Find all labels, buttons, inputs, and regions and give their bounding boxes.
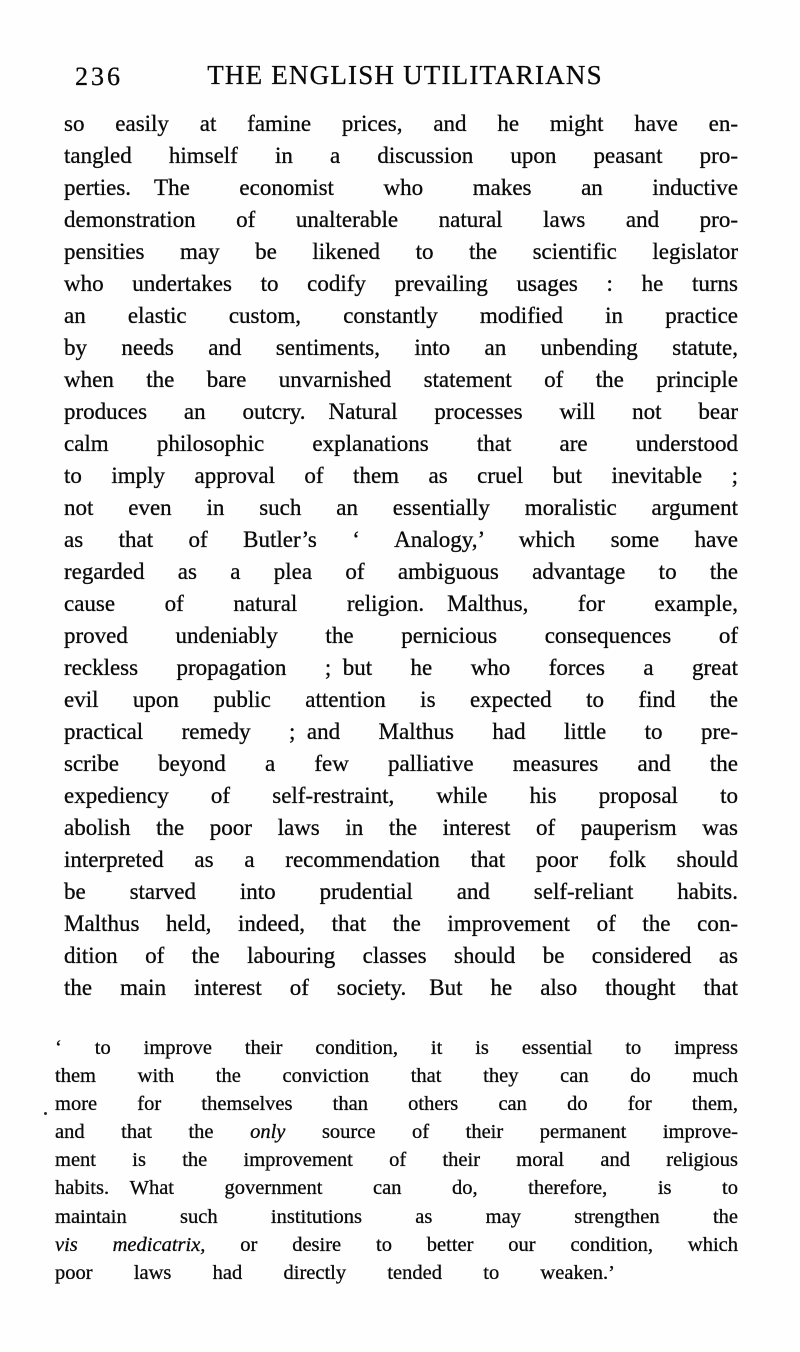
text-segment: poor laws had directly tended to weaken.’ [55, 1261, 615, 1284]
body-paragraph [64, 108, 738, 1004]
text-segment: habits. What government can do, therefore, is to [55, 1177, 738, 1200]
text-segment: and that the [55, 1121, 251, 1144]
body-line: abolish the poor laws in the interest of pauperism was [64, 815, 738, 840]
body-line: who undertakes to codify prevailing usages : he turns [64, 271, 738, 296]
body-line: reckless propagation ; but he who forces a great [64, 655, 738, 680]
quote-line [55, 1259, 615, 1287]
quote-line [55, 1062, 738, 1090]
body-line: tangled himself in a discussion upon peasant pro- [64, 143, 738, 168]
text-segment: or desire to better our condition, which [205, 1233, 738, 1256]
body-line: pensities may be likened to the scientific legislator [64, 239, 738, 264]
body-line: an elastic custom, constantly modified in practice [64, 303, 738, 328]
body-line: Malthus held, indeed, that the improvement of the con- [64, 911, 738, 936]
body-line: perties. The economist who makes an inductive [64, 175, 738, 200]
block-quote [55, 1034, 738, 1287]
body-line: dition of the labouring classes should be considered as [64, 943, 738, 968]
body-line: be starved into prudential and self-reliant habits. [64, 879, 738, 904]
body-line: to imply approval of them as cruel but inevitable ; [64, 463, 738, 488]
body-line: so easily at famine prices, and he might have en- [64, 111, 738, 136]
body-line: demonstration of unalterable natural laws and pro- [64, 207, 738, 232]
text-segment: more for themselves than others can do for them, [55, 1093, 738, 1116]
body-line: evil upon public attention is expected to find the [64, 687, 738, 712]
text-segment: ‘ to improve their condition, it is essential to impress [55, 1037, 738, 1059]
text-segment: source of their permanent improve- [285, 1121, 738, 1144]
quote-line [55, 1034, 738, 1062]
italic-text: vis medicatrix, [55, 1233, 206, 1256]
italic-text: only [250, 1121, 286, 1144]
quote-line [55, 1231, 738, 1259]
body-line: practical remedy ; and Malthus had little to pre- [64, 719, 738, 744]
quote-line [55, 1090, 738, 1118]
text-segment: ment is the improvement of their moral and religious [55, 1149, 738, 1172]
body-line: not even in such an essentially moralistic argument [64, 495, 738, 520]
body-line: scribe beyond a few palliative measures and the [64, 751, 738, 776]
body-line: as that of Butler’s ‘ Analogy,’ which some have [64, 527, 738, 552]
quote-line [55, 1174, 738, 1202]
quote-line [55, 1146, 738, 1174]
body-line: regarded as a plea of ambiguous advantage to the [64, 559, 738, 584]
body-line: when the bare unvarnished statement of the principle [64, 367, 738, 392]
body-line: produces an outcry. Natural processes will not bear [64, 399, 738, 424]
body-line: calm philosophic explanations that are understood [64, 431, 738, 456]
body-line: interpreted as a recommendation that poor folk should [64, 847, 738, 872]
text-segment: them with the conviction that they can do much [55, 1065, 738, 1088]
page-number: 236 [75, 62, 123, 91]
body-line: proved undeniably the pernicious consequences of [64, 623, 738, 648]
quote-line [55, 1118, 738, 1146]
body-line: the main interest of society. But he also thought that [64, 975, 738, 1000]
scan-artifact-dot [44, 1112, 47, 1115]
text-segment: maintain such institutions as may strengthen the [55, 1205, 738, 1228]
quote-line [55, 1203, 738, 1231]
body-line: by needs and sentiments, into an unbending statute, [64, 335, 738, 360]
body-line: expediency of self-restraint, while his proposal to [64, 783, 738, 808]
body-line: cause of natural religion. Malthus, for example, [64, 591, 738, 616]
running-title: THE ENGLISH UTILITARIANS [207, 60, 603, 90]
